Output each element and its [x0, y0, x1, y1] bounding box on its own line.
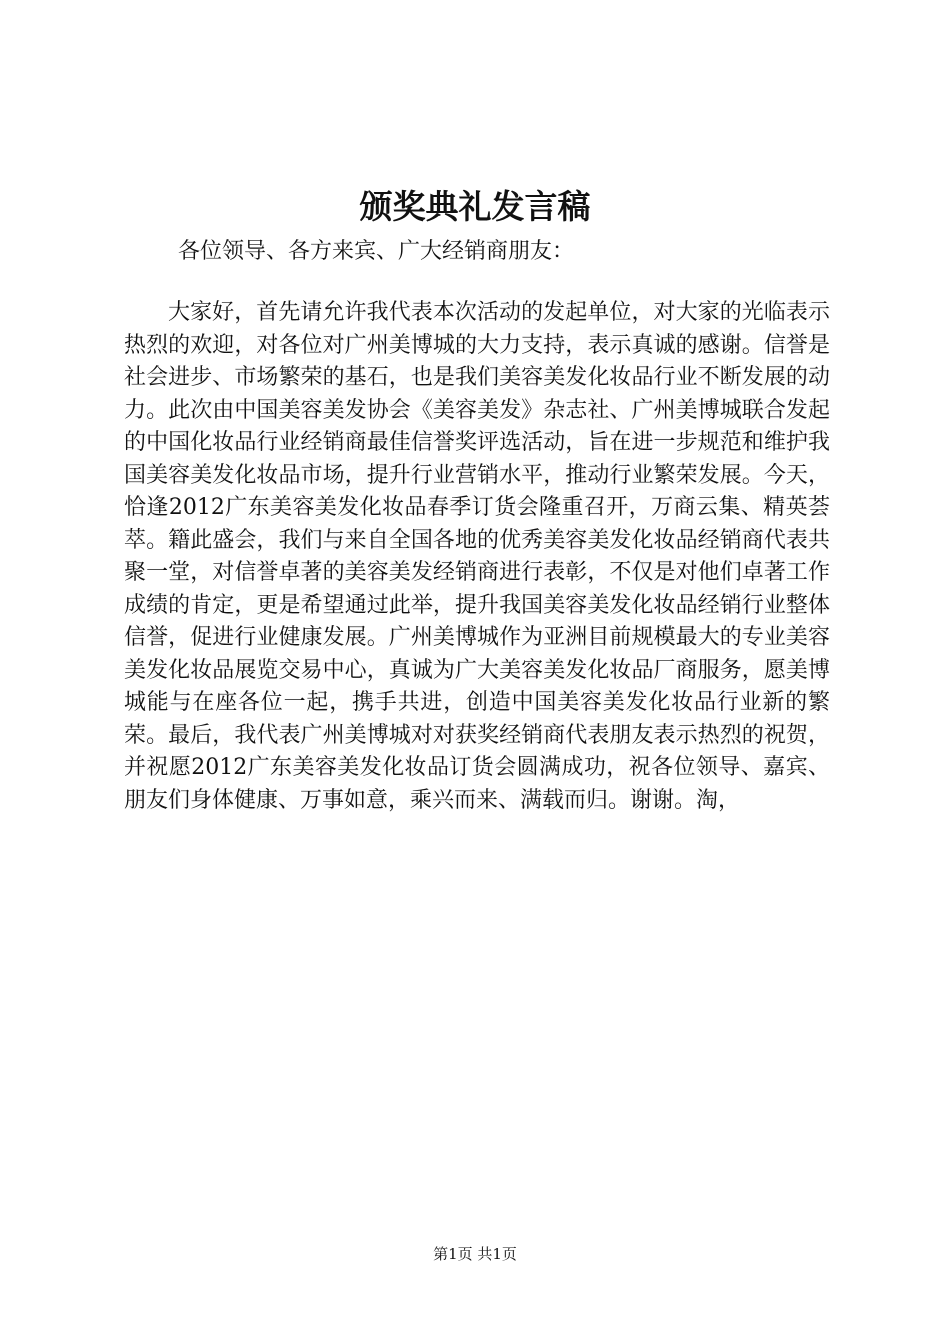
body-paragraph: 大家好，首先请允许我代表本次活动的发起单位，对大家的光临表示热烈的欢迎，对各位对广州美博城的大力支持，表示真诚的感谢。信誉是社会进步、市场繁荣的基石，也是我们美容美发化妆品行业不断发展的动力。此次由中国美容美发协会《美容美发》杂志社、广州美博城联合发起的中国化妆品行业经销商最佳信誉奖评选活动，旨在进一步规范和维护我国美容美发化妆品市场，提升行业营销水平，推动行业繁荣发展。今天，恰逢2012广东美容美发化妆品春季订货会隆重召开，万商云集、精英荟萃。籍此盛会，我们与来自全国各地的优秀美容美发化妆品经销商代表共聚一堂，对信誉卓著的美容美发经销商进行表彰，不仅是对他们卓著工作成绩的肯定，更是希望通过此举，提升我国美容美发化妆品经销行业整体信誉，促进行业健康发展。广州美博城作为亚洲目前规模最大的专业美容美发化妆品展览交易中心，真诚为广大美容美发化妆品厂商服务，愿美博城能与在座各位一起，携手共进，创造中国美容美发化妆品行业新的繁荣。最后，我代表广州美博城对对获奖经销商代表朋友表示热烈的祝贺，并祝愿2012广东美容美发化妆品订货会圆满成功，祝各位领导、嘉宾、朋友们身体健康、万事如意，乘兴而来、满载而归。谢谢。淘， — [124, 300, 830, 813]
document-title: 颁奖典礼发言稿 — [359, 187, 591, 226]
page-footer: 第1页 共1页 — [433, 1245, 517, 1263]
salutation: 各位领导、各方来宾、广大经销商朋友： — [178, 239, 575, 264]
